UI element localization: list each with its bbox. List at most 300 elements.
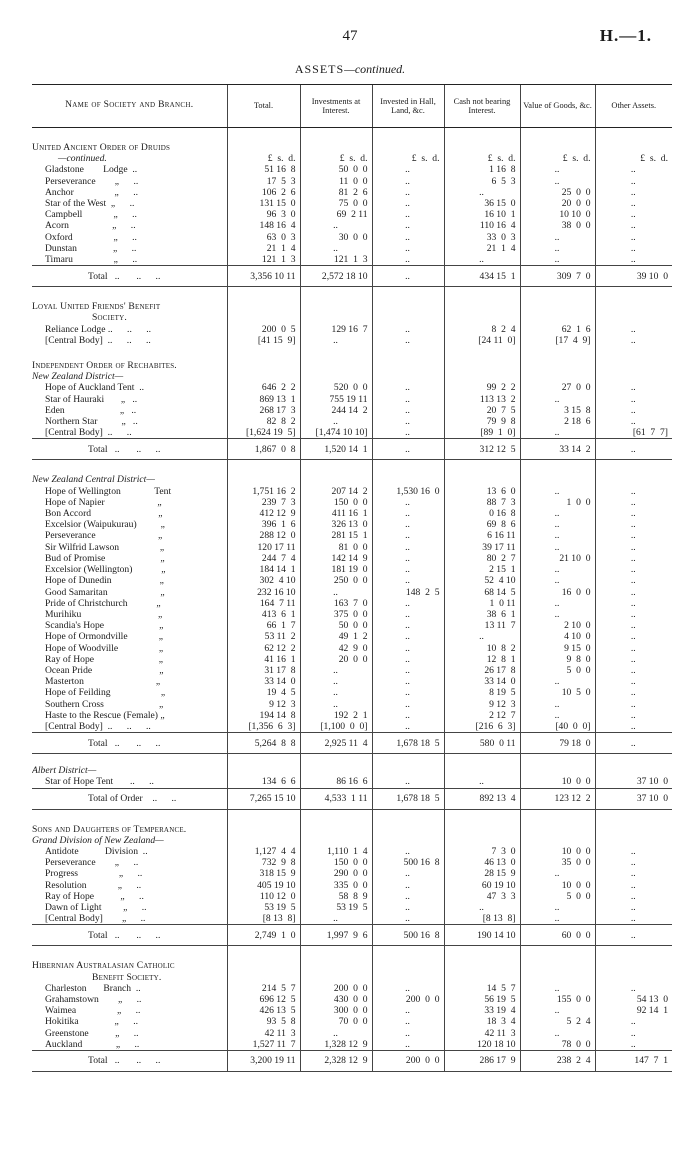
cell-investments — [300, 972, 372, 983]
total-row — [32, 266, 672, 287]
cell-cash: 26 17 8 — [444, 665, 520, 676]
cell-cash: 18 3 4 — [444, 1016, 520, 1027]
cell-cash: 0 16 8 — [444, 508, 520, 519]
spacer-cell — [32, 287, 227, 302]
cell-investments: [1,474 10 10] — [300, 427, 372, 439]
spacer-cell — [520, 946, 595, 961]
cell-goods: .. — [520, 575, 595, 586]
cell-goods: [17 4 9] — [520, 335, 595, 346]
cell-total — [227, 835, 300, 846]
society-heading-row — [32, 142, 672, 153]
cell-total: 41 16 1 — [227, 654, 300, 665]
cell-other-assets: .. — [595, 519, 672, 530]
cell-other-assets: .. — [595, 198, 672, 209]
cell-hall-land — [372, 142, 444, 153]
table-row — [32, 687, 672, 698]
cell-other-assets: [61 7 7] — [595, 427, 672, 439]
cell-investments: 50 0 0 — [300, 164, 372, 175]
cell-goods — [520, 474, 595, 485]
cell-total — [227, 960, 300, 971]
cell-other-assets: .. — [595, 243, 672, 254]
cell-cash: .. — [444, 902, 520, 913]
table-row — [32, 699, 672, 710]
cell-hall-land: .. — [372, 631, 444, 642]
cell-investments: 430 0 0 — [300, 994, 372, 1005]
cell-cash: 286 17 9 — [444, 1051, 520, 1072]
page-number: 47 — [342, 28, 358, 44]
table-row — [32, 497, 672, 508]
cell-other-assets: 37 10 0 — [595, 788, 672, 809]
cell-goods: 10 5 0 — [520, 687, 595, 698]
spacer-cell — [520, 754, 595, 766]
cell-investments: 70 0 0 — [300, 1016, 372, 1027]
cell-investments: 411 16 1 — [300, 508, 372, 519]
cell-hall-land: .. — [372, 620, 444, 631]
cell-hall-land: .. — [372, 913, 444, 925]
spacer-cell — [520, 809, 595, 824]
cell-other-assets — [595, 824, 672, 835]
cell-other-assets: .. — [595, 564, 672, 575]
table-row — [32, 776, 672, 788]
spacer-row — [32, 946, 672, 961]
cell-goods: £ s. d. — [520, 153, 595, 164]
cell-total: 63 0 3 — [227, 232, 300, 243]
cell-cash: 28 15 9 — [444, 868, 520, 879]
cell-total — [227, 474, 300, 485]
cell-total — [227, 972, 300, 983]
cell-goods — [520, 765, 595, 776]
cell-other-assets: .. — [595, 187, 672, 198]
cell-cash: 79 9 8 — [444, 416, 520, 427]
cell-hall-land: .. — [372, 198, 444, 209]
cell-cash: 56 19 5 — [444, 994, 520, 1005]
spacer-row — [32, 346, 672, 360]
cell-branch-name: Ray of Hope „ — [45, 653, 164, 665]
cell-total: 1,127 4 4 — [227, 846, 300, 857]
cell-branch-name: Haste to the Rescue (Female) „ — [45, 709, 165, 721]
total-row — [32, 733, 672, 754]
cell-goods: 9 15 0 — [520, 643, 595, 654]
cell-goods: .. — [520, 164, 595, 175]
cell-total: 131 15 0 — [227, 198, 300, 209]
cell-branch-name: New Zealand District— — [32, 371, 124, 383]
cell-total: 1,751 16 2 — [227, 486, 300, 497]
cell-other-assets: .. — [595, 721, 672, 733]
cell-branch-name: Bud of Promise „ — [45, 552, 165, 564]
cell-total: 405 19 10 — [227, 880, 300, 891]
table-row — [32, 609, 672, 620]
title-text: ASSETS — [294, 62, 345, 76]
spacer-cell — [32, 754, 227, 766]
cell-branch-name: Benefit Society. — [92, 971, 162, 983]
cell-investments: 1,520 14 1 — [300, 439, 372, 460]
cell-investments: 11 0 0 — [300, 176, 372, 187]
page-title — [0, 62, 700, 77]
cell-cash: 10 8 2 — [444, 643, 520, 654]
cell-goods: 35 0 0 — [520, 857, 595, 868]
cell-other-assets: .. — [595, 913, 672, 925]
column-header-total: Total. — [227, 85, 300, 128]
cell-hall-land: .. — [372, 427, 444, 439]
cell-total: 66 1 7 — [227, 620, 300, 631]
cell-total — [227, 371, 300, 382]
cell-branch-name: Southern Cross „ — [45, 698, 164, 710]
table-row — [32, 846, 672, 857]
cell-goods: 78 0 0 — [520, 1039, 595, 1051]
cell-branch-name: Auckland „ .. — [45, 1038, 140, 1050]
spacer-cell — [595, 287, 672, 302]
cell-other-assets — [595, 371, 672, 382]
society-heading-row — [32, 301, 672, 312]
cell-goods — [520, 824, 595, 835]
cell-cash: 20 7 5 — [444, 405, 520, 416]
cell-cash: 42 11 3 — [444, 1028, 520, 1039]
cell-goods: 5 2 4 — [520, 1016, 595, 1027]
cell-total: 120 17 11 — [227, 542, 300, 553]
cell-other-assets: .. — [595, 687, 672, 698]
cell-cash: 47 3 3 — [444, 891, 520, 902]
cell-other-assets: .. — [595, 439, 672, 460]
cell-investments: 69 2 11 — [300, 209, 372, 220]
table-row — [32, 553, 672, 564]
cell-investments: .. — [300, 665, 372, 676]
cell-goods: .. — [520, 1028, 595, 1039]
cell-total: [41 15 9] — [227, 335, 300, 346]
cell-cash: 52 4 10 — [444, 575, 520, 586]
cell-investments: .. — [300, 243, 372, 254]
cell-hall-land: .. — [372, 209, 444, 220]
cell-branch-name: Northern Star „ .. — [45, 416, 138, 428]
cell-other-assets — [595, 360, 672, 371]
spacer-cell — [444, 460, 520, 475]
cell-total: 732 9 8 — [227, 857, 300, 868]
cell-cash: 8 2 4 — [444, 324, 520, 335]
cell-goods: 60 0 0 — [520, 925, 595, 946]
cell-total: 412 12 9 — [227, 508, 300, 519]
cell-branch-name: Resolution „ .. — [45, 879, 142, 891]
cell-branch-name: Sir Wilfrid Lawson „ — [45, 541, 165, 553]
cell-branch-name: New Zealand Central District— — [32, 474, 155, 486]
cell-goods: .. — [520, 598, 595, 609]
cell-goods: 38 0 0 — [520, 220, 595, 231]
column-header-name: Name of Society and Branch. — [32, 85, 227, 128]
cell-other-assets — [595, 312, 672, 323]
table-row — [32, 486, 672, 497]
cell-other-assets: .. — [595, 857, 672, 868]
cell-total: 21 1 4 — [227, 243, 300, 254]
table-row — [32, 542, 672, 553]
cell-total: 1,527 11 7 — [227, 1039, 300, 1051]
table-row — [32, 665, 672, 676]
cell-branch-name: Hope of Feilding „ — [45, 687, 166, 699]
cell-branch-name: Timaru „ .. — [45, 254, 138, 266]
cell-other-assets: 147 7 1 — [595, 1051, 672, 1072]
cell-cash: 12 8 1 — [444, 654, 520, 665]
cell-goods: 1 0 0 — [520, 497, 595, 508]
cell-goods: 123 12 2 — [520, 788, 595, 809]
cell-hall-land: .. — [372, 710, 444, 721]
cell-total — [227, 824, 300, 835]
cell-hall-land: .. — [372, 687, 444, 698]
cell-hall-land: .. — [372, 324, 444, 335]
cell-total: 184 14 1 — [227, 564, 300, 575]
total-row — [32, 1051, 672, 1072]
cell-branch-name: Hope of Auckland Tent .. — [45, 382, 145, 394]
cell-branch-name: Oxford „ .. — [45, 231, 137, 243]
cell-other-assets: .. — [595, 902, 672, 913]
cell-investments: 1,110 1 4 — [300, 846, 372, 857]
cell-branch-name: Reliance Lodge .. .. .. — [45, 323, 152, 335]
cell-hall-land: .. — [372, 220, 444, 231]
cell-branch-name: [Central Body] „ .. — [45, 913, 146, 925]
cell-investments: 81 0 0 — [300, 542, 372, 553]
cell-hall-land: .. — [372, 530, 444, 541]
cell-goods: .. — [520, 913, 595, 925]
cell-goods — [520, 360, 595, 371]
cell-cash — [444, 824, 520, 835]
cell-other-assets: .. — [595, 497, 672, 508]
cell-goods: 2 18 6 — [520, 416, 595, 427]
column-header-cash: Cash not bearing Interest. — [444, 85, 520, 128]
cell-investments: 181 19 0 — [300, 564, 372, 575]
cell-other-assets: .. — [595, 676, 672, 687]
cell-other-assets: .. — [595, 587, 672, 598]
table-row — [32, 598, 672, 609]
cell-investments: .. — [300, 699, 372, 710]
cell-branch-name: Hope of Ormondville „ — [45, 631, 164, 643]
cell-hall-land: .. — [372, 394, 444, 405]
cell-hall-land: .. — [372, 553, 444, 564]
cell-investments: 30 0 0 — [300, 232, 372, 243]
cell-branch-name: Acorn „ .. — [45, 220, 136, 232]
cell-total: 5,264 8 8 — [227, 733, 300, 754]
table-row — [32, 416, 672, 427]
cell-total: 42 11 3 — [227, 1028, 300, 1039]
table-row — [32, 564, 672, 575]
spacer-cell — [372, 460, 444, 475]
cell-cash: 60 19 10 — [444, 880, 520, 891]
cell-goods: 27 0 0 — [520, 382, 595, 393]
cell-cash: 190 14 10 — [444, 925, 520, 946]
cell-goods: 79 18 0 — [520, 733, 595, 754]
cell-investments: 1,328 12 9 — [300, 1039, 372, 1051]
cell-total: 110 12 0 — [227, 891, 300, 902]
cell-hall-land: .. — [372, 542, 444, 553]
cell-hall-land: 500 16 8 — [372, 925, 444, 946]
cell-cash: 120 18 10 — [444, 1039, 520, 1051]
cell-total: 164 7 11 — [227, 598, 300, 609]
cell-total: 134 6 6 — [227, 776, 300, 788]
cell-cash: 113 13 2 — [444, 394, 520, 405]
cell-total: 7,265 15 10 — [227, 788, 300, 809]
cell-cash: 434 15 1 — [444, 266, 520, 287]
cell-goods: .. — [520, 254, 595, 266]
table-row — [32, 575, 672, 586]
cell-goods: .. — [520, 243, 595, 254]
cell-other-assets: .. — [595, 220, 672, 231]
cell-goods: 10 0 0 — [520, 776, 595, 788]
cell-goods: 155 0 0 — [520, 994, 595, 1005]
cell-hall-land: £ s. d. — [372, 153, 444, 164]
cell-branch-name: Greenstone „ .. — [45, 1027, 139, 1039]
spacer-cell — [444, 754, 520, 766]
cell-goods: .. — [520, 609, 595, 620]
cell-total — [227, 360, 300, 371]
cell-hall-land: .. — [372, 1005, 444, 1016]
cell-branch-name: Perseverance „ — [45, 530, 163, 542]
cell-goods: .. — [520, 427, 595, 439]
cell-hall-land: .. — [372, 254, 444, 266]
cell-cash: 1 16 8 — [444, 164, 520, 175]
cell-cash — [444, 301, 520, 312]
cell-investments: 86 16 6 — [300, 776, 372, 788]
spacer-cell — [595, 128, 672, 143]
cell-total: 214 5 7 — [227, 983, 300, 994]
table-row — [32, 1016, 672, 1027]
table-row — [32, 220, 672, 231]
cell-investments: 326 13 0 — [300, 519, 372, 530]
cell-branch-name: Hibernian Australasian Catholic — [32, 960, 175, 972]
spacer-cell — [595, 460, 672, 475]
cell-investments: [1,100 0 0] — [300, 721, 372, 733]
cell-investments — [300, 474, 372, 485]
table-row — [32, 710, 672, 721]
cell-hall-land: 148 2 5 — [372, 587, 444, 598]
cell-other-assets: £ s. d. — [595, 153, 672, 164]
cell-investments: 2,925 11 4 — [300, 733, 372, 754]
cell-cash — [444, 765, 520, 776]
cell-total: 696 12 5 — [227, 994, 300, 1005]
society-heading-row — [32, 824, 672, 835]
cell-branch-name: Hokitika „ .. — [45, 1016, 138, 1028]
total-row — [32, 925, 672, 946]
cell-investments — [300, 960, 372, 971]
cell-branch-name: Dawn of Light „ .. — [45, 901, 147, 913]
spacer-cell — [372, 754, 444, 766]
cell-goods: 238 2 4 — [520, 1051, 595, 1072]
document-reference: H.—1. — [599, 26, 652, 45]
cell-total — [227, 301, 300, 312]
cell-cash: 8 19 5 — [444, 687, 520, 698]
cell-other-assets: .. — [595, 891, 672, 902]
district-heading-row — [32, 153, 672, 164]
cell-total: £ s. d. — [227, 153, 300, 164]
cell-total: 288 12 0 — [227, 530, 300, 541]
cell-cash: 2 12 7 — [444, 710, 520, 721]
cell-investments: 50 0 0 — [300, 620, 372, 631]
cell-branch-name: Perseverance „ .. — [45, 175, 139, 187]
table-row — [32, 519, 672, 530]
cell-investments: 42 9 0 — [300, 643, 372, 654]
district-heading-row — [32, 835, 672, 846]
table-row — [32, 427, 672, 439]
cell-total: 413 6 1 — [227, 609, 300, 620]
column-header-goods: Value of Goods, &c. — [520, 85, 595, 128]
cell-hall-land: .. — [372, 776, 444, 788]
table-row — [32, 891, 672, 902]
cell-investments: 150 0 0 — [300, 497, 372, 508]
cell-investments: 250 0 0 — [300, 575, 372, 586]
cell-branch-name: [Central Body] .. .. .. — [45, 334, 151, 346]
cell-goods: .. — [520, 394, 595, 405]
cell-hall-land: .. — [372, 609, 444, 620]
cell-cash: 13 11 7 — [444, 620, 520, 631]
cell-hall-land: .. — [372, 508, 444, 519]
cell-hall-land: .. — [372, 868, 444, 879]
cell-branch-name: Sons and Daughters of Temperance. — [32, 823, 187, 835]
cell-branch-name: Hope of Wellington Tent — [45, 485, 172, 497]
cell-cash: 16 10 1 — [444, 209, 520, 220]
cell-other-assets: .. — [595, 209, 672, 220]
cell-investments: 142 14 9 — [300, 553, 372, 564]
cell-cash: 80 2 7 — [444, 553, 520, 564]
cell-branch-name: Total .. .. .. — [32, 733, 227, 754]
cell-goods: .. — [520, 676, 595, 687]
cell-hall-land: .. — [372, 665, 444, 676]
cell-investments: 207 14 2 — [300, 486, 372, 497]
cell-total: 148 16 4 — [227, 220, 300, 231]
cell-investments: 1,997 9 6 — [300, 925, 372, 946]
cell-other-assets: .. — [595, 394, 672, 405]
cell-branch-name: Murihiku „ — [45, 608, 163, 620]
cell-other-assets: .. — [595, 710, 672, 721]
cell-investments — [300, 824, 372, 835]
table-row — [32, 209, 672, 220]
society-heading-row — [32, 972, 672, 983]
spacer-cell — [32, 946, 227, 961]
society-heading-row — [32, 312, 672, 323]
cell-cash: 7 3 0 — [444, 846, 520, 857]
cell-branch-name: Antidote Division .. — [45, 845, 148, 857]
cell-cash — [444, 371, 520, 382]
cell-other-assets: .. — [595, 880, 672, 891]
cell-hall-land: .. — [372, 891, 444, 902]
spacer-row — [32, 809, 672, 824]
cell-cash: 39 17 11 — [444, 542, 520, 553]
cell-investments: 150 0 0 — [300, 857, 372, 868]
cell-other-assets — [595, 301, 672, 312]
cell-branch-name: Total .. .. .. — [32, 1051, 227, 1072]
cell-hall-land: .. — [372, 983, 444, 994]
cell-total: 646 2 2 — [227, 382, 300, 393]
cell-cash — [444, 142, 520, 153]
cell-other-assets: .. — [595, 598, 672, 609]
cell-hall-land: .. — [372, 405, 444, 416]
cell-branch-name: Excelsior (Waipukurau) „ — [45, 519, 165, 531]
cell-cash: .. — [444, 776, 520, 788]
spacer-cell — [300, 460, 372, 475]
cell-total: 96 3 0 — [227, 209, 300, 220]
cell-total: 268 17 3 — [227, 405, 300, 416]
cell-investments: 244 14 2 — [300, 405, 372, 416]
cell-goods: 16 0 0 — [520, 587, 595, 598]
cell-investments: 58 8 9 — [300, 891, 372, 902]
cell-cash: [216 6 3] — [444, 721, 520, 733]
cell-total: 869 13 1 — [227, 394, 300, 405]
cell-investments — [300, 312, 372, 323]
cell-goods: [40 0 0] — [520, 721, 595, 733]
spacer-cell — [227, 346, 300, 360]
table-row — [32, 394, 672, 405]
cell-goods: .. — [520, 542, 595, 553]
cell-other-assets: .. — [595, 643, 672, 654]
table-row — [32, 243, 672, 254]
cell-hall-land — [372, 960, 444, 971]
cell-branch-name: Campbell „ .. — [45, 209, 137, 221]
cell-hall-land: .. — [372, 721, 444, 733]
table-row — [32, 530, 672, 541]
cell-other-assets: .. — [595, 1028, 672, 1039]
